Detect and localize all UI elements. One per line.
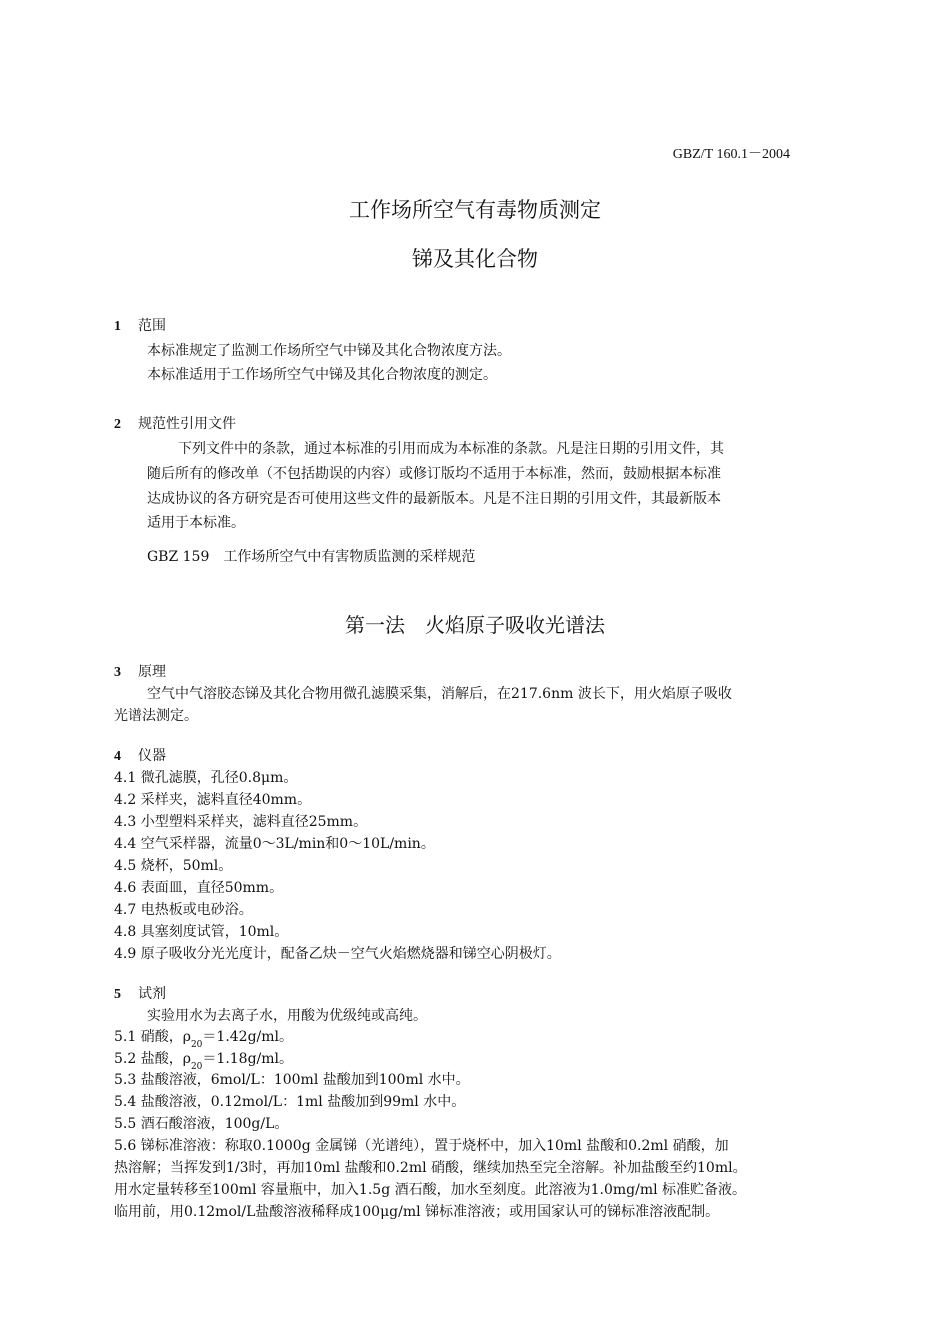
list-item-continuation: 用水定量转移至100ml 容量瓶中，加入1.5g 酒石酸，加水至刻度。此溶液为1.0mg/ml 标准贮备液。 [114, 1182, 747, 1198]
list-item: 5.6 锑标准溶液：称取0.1000g 金属锑（光谱纯），置于烧杯中，加入10ml 盐酸和0.2ml 硝酸，加 [114, 1138, 729, 1154]
section-2-paragraph-line: 适用于本标准。 [147, 515, 245, 531]
section-2-paragraph-line: 随后所有的修改单（不包括勘误的内容）或修订版均不适用于本标准，然而，鼓励根据本标准 [147, 466, 721, 482]
section-number: 2 [114, 417, 121, 432]
section-2-paragraph-line: 达成协议的各方研究是否可使用这些文件的最新版本。凡是不注日期的引用文件，其最新版本 [147, 491, 721, 507]
section-5-heading [114, 984, 166, 1005]
list-item [114, 1049, 293, 1071]
list-item: 4.6 表面皿，直径50mm。 [114, 880, 284, 896]
subscript: 20 [190, 1062, 203, 1072]
list-item-continuation: 热溶解；当挥发到1/3时，再加10ml 盐酸和0.2ml 硝酸，继续加热至完全溶解。补加盐酸至约10ml。 [114, 1160, 747, 1176]
document-subtitle: 锑及其化合物 [412, 247, 538, 271]
section-title: 试剂 [138, 986, 166, 1002]
list-item: 4.9 原子吸收分光光度计，配备乙炔－空气火焰燃烧器和锑空心阴极灯。 [114, 946, 561, 962]
section-5-intro: 实验用水为去离子水，用酸为优级纯或高纯。 [147, 1008, 427, 1024]
section-number: 5 [114, 987, 121, 1002]
item-text: ＝1.18g/ml。 [202, 1051, 294, 1067]
section-1-paragraph: 本标准规定了监测工作场所空气中锑及其化合物浓度方法。 [147, 343, 511, 359]
item-text: 5.2 盐酸，ρ [114, 1051, 191, 1067]
section-3-paragraph-line: 光谱法测定。 [114, 708, 198, 724]
section-title: 仪器 [138, 748, 166, 764]
section-1-paragraph: 本标准适用于工作场所空气中锑及其化合物浓度的测定。 [147, 367, 497, 383]
list-item [114, 1027, 293, 1049]
item-text: ＝1.42g/ml。 [202, 1029, 294, 1045]
list-item: 5.5 酒石酸溶液，100g/L。 [114, 1116, 289, 1132]
section-title: 范围 [138, 318, 166, 334]
section-number: 3 [114, 665, 121, 680]
list-item-continuation: 临用前，用0.12mol/L盐酸溶液稀释成100μg/ml 锑标准溶液；或用国家认可的锑标准溶液配制。 [114, 1204, 720, 1220]
normative-reference: GBZ 159 工作场所空气中有害物质监测的采样规范 [147, 549, 476, 565]
list-item: 4.4 空气采样器，流量0～3L/min和0～10L/min。 [114, 836, 435, 852]
item-text: 5.1 硝酸，ρ [114, 1029, 191, 1045]
list-item: 5.4 盐酸溶液，0.12mol/L：1ml 盐酸加到99ml 水中。 [114, 1094, 466, 1110]
list-item: 5.3 盐酸溶液，6mol/L：100ml 盐酸加到100ml 水中。 [114, 1072, 470, 1088]
subscript: 20 [190, 1040, 203, 1050]
list-item: 4.7 电热板或电砂浴。 [114, 902, 253, 918]
method-title: 第一法 火焰原子吸收光谱法 [345, 613, 605, 637]
list-item: 4.8 具塞刻度试管，10ml。 [114, 924, 289, 940]
section-1-heading [114, 316, 166, 337]
section-title: 规范性引用文件 [138, 416, 236, 432]
list-item: 4.1 微孔滤膜，孔径0.8μm。 [114, 770, 298, 786]
standard-code: GBZ/T 160.1－2004 [672, 147, 790, 162]
section-2-paragraph-line: 下列文件中的条款，通过本标准的引用而成为本标准的条款。凡是注日期的引用文件，其 [178, 441, 724, 457]
section-title: 原理 [138, 664, 166, 680]
section-3-heading [114, 662, 166, 683]
section-2-heading [114, 414, 236, 435]
section-number: 4 [114, 749, 121, 764]
section-number: 1 [114, 319, 121, 334]
list-item: 4.3 小型塑料采样夹，滤料直径25mm。 [114, 814, 368, 830]
list-item: 4.2 采样夹，滤料直径40mm。 [114, 792, 312, 808]
document-title: 工作场所空气有毒物质测定 [349, 198, 601, 222]
section-3-paragraph-line: 空气中气溶胶态锑及其化合物用微孔滤膜采集，消解后，在217.6nm 波长下，用火焰原子吸收 [147, 686, 732, 702]
section-4-heading [114, 746, 166, 767]
list-item: 4.5 烧杯，50ml。 [114, 858, 233, 874]
